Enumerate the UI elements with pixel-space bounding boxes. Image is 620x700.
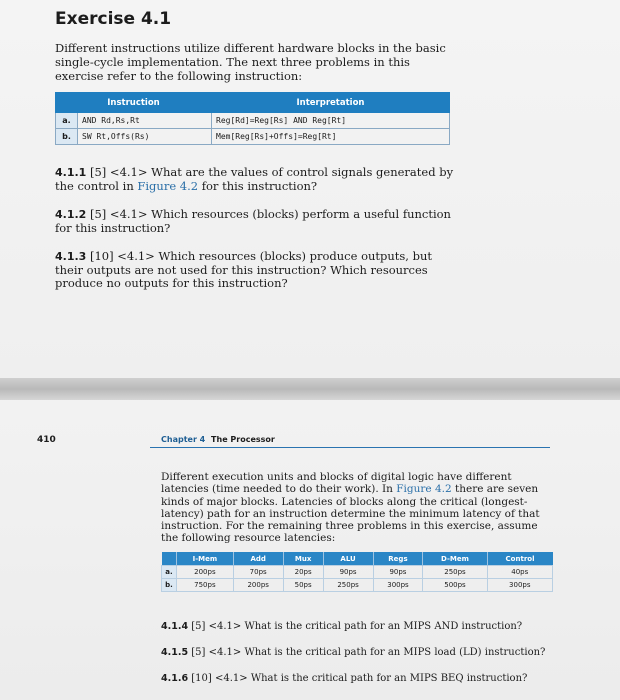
col-header: I-Mem — [177, 552, 234, 566]
latency-cell: 40ps — [487, 566, 552, 579]
instruction-cell: AND Rd,Rs,Rt — [78, 113, 212, 129]
question-4-1-4 — [161, 621, 522, 632]
table-row — [162, 579, 553, 592]
question-4-1-6 — [161, 673, 527, 684]
row-label: b. — [56, 129, 78, 145]
col-header: Control — [487, 552, 552, 566]
col-header: D-Mem — [423, 552, 487, 566]
latency-intro — [161, 471, 551, 545]
exercise-title: Exercise 4.1 — [55, 9, 172, 29]
interpretation-cell: Mem[Reg[Rs]+Offs]=Reg[Rt] — [212, 129, 450, 145]
instruction-table — [55, 92, 450, 145]
question-meta: [10] <4.1> — [191, 673, 248, 684]
latency-cell: 90ps — [373, 566, 423, 579]
question-text: Which resources (blocks) produce outputs, but their outputs are not used for this instruction? Which resources produce no outputs for this instruction? — [55, 249, 433, 290]
latency-table — [161, 552, 553, 592]
interpretation-header: Interpretation — [212, 93, 450, 113]
chapter-heading — [161, 435, 275, 444]
latency-cell: 250ps — [423, 566, 487, 579]
table-row — [56, 129, 450, 145]
col-header: Regs — [373, 552, 423, 566]
latency-cell: 20ps — [283, 566, 323, 579]
question-meta: [5] <4.1> — [191, 621, 242, 632]
latency-cell: 90ps — [323, 566, 373, 579]
figure-link[interactable]: Figure 4.2 — [137, 178, 199, 193]
question-number: 4.1.2 — [55, 208, 87, 221]
question-number: 4.1.6 — [161, 673, 189, 684]
row-label: b. — [162, 579, 177, 592]
latency-cell: 500ps — [423, 579, 487, 592]
chapter-rule — [150, 447, 550, 448]
table-row — [162, 566, 553, 579]
question-4-1-2 — [55, 208, 455, 235]
page-gap — [0, 378, 620, 400]
question-4-1-5 — [161, 647, 545, 658]
interpretation-cell: Reg[Rd]=Reg[Rs] AND Reg[Rt] — [212, 113, 450, 129]
col-header: Mux — [283, 552, 323, 566]
table-row — [56, 113, 450, 129]
question-text: What is the critical path for an MIPS load (LD) instruction? — [244, 647, 546, 658]
instruction-header: Instruction — [56, 93, 212, 113]
question-number: 4.1.3 — [55, 250, 87, 263]
page-number: 410 — [37, 435, 56, 445]
question-4-1-3 — [55, 250, 455, 291]
chapter-title: The Processor — [211, 435, 275, 444]
latency-intro-text-tail: there are seven kinds of major blocks. Latencies of blocks along the critical (longest-latency) path for an instruction determine the minimum latency of that instruction. For the remaining three problems in this exercise, assume the following resource latencies: — [161, 483, 540, 545]
latency-cell: 200ps — [177, 566, 234, 579]
exercise-intro: Different instructions utilize different hardware blocks in the basic single-cycle implementation. The next three problems in this exercise refer to the following instruction: — [55, 41, 446, 83]
latency-cell: 70ps — [233, 566, 283, 579]
question-number: 4.1.1 — [55, 166, 87, 179]
instruction-cell: SW Rt,Offs(Rs) — [78, 129, 212, 145]
latency-cell: 250ps — [323, 579, 373, 592]
question-meta: [10] <4.1> — [89, 249, 155, 263]
question-text: What are the values of control signals generated by the control in — [55, 165, 454, 193]
latency-cell: 750ps — [177, 579, 234, 592]
chapter-label: Chapter 4 — [161, 435, 206, 444]
question-number: 4.1.4 — [161, 621, 189, 632]
latency-cell: 300ps — [487, 579, 552, 592]
question-meta: [5] <4.1> — [191, 647, 242, 658]
latency-cell: 200ps — [233, 579, 283, 592]
figure-link[interactable]: Figure 4.2 — [396, 483, 452, 496]
col-header: ALU — [323, 552, 373, 566]
question-meta: [5] <4.1> — [89, 165, 148, 179]
row-label: a. — [162, 566, 177, 579]
blank-header — [162, 552, 177, 566]
question-meta: [5] <4.1> — [89, 207, 148, 221]
latency-cell: 50ps — [283, 579, 323, 592]
question-4-1-1 — [55, 166, 455, 193]
latency-intro-text: Different execution units and blocks of digital logic have different latencies (time needed to do their work). In — [161, 471, 512, 496]
col-header: Add — [233, 552, 283, 566]
question-text: What is the critical path for an MIPS AND instruction? — [244, 621, 523, 632]
question-text-tail: for this instruction? — [201, 178, 318, 193]
latency-cell: 300ps — [373, 579, 423, 592]
question-number: 4.1.5 — [161, 647, 189, 658]
row-label: a. — [56, 113, 78, 129]
question-text: What is the critical path for an MIPS BEQ instruction? — [250, 673, 528, 684]
question-text: Which resources (blocks) perform a useful function for this instruction? — [55, 207, 451, 235]
